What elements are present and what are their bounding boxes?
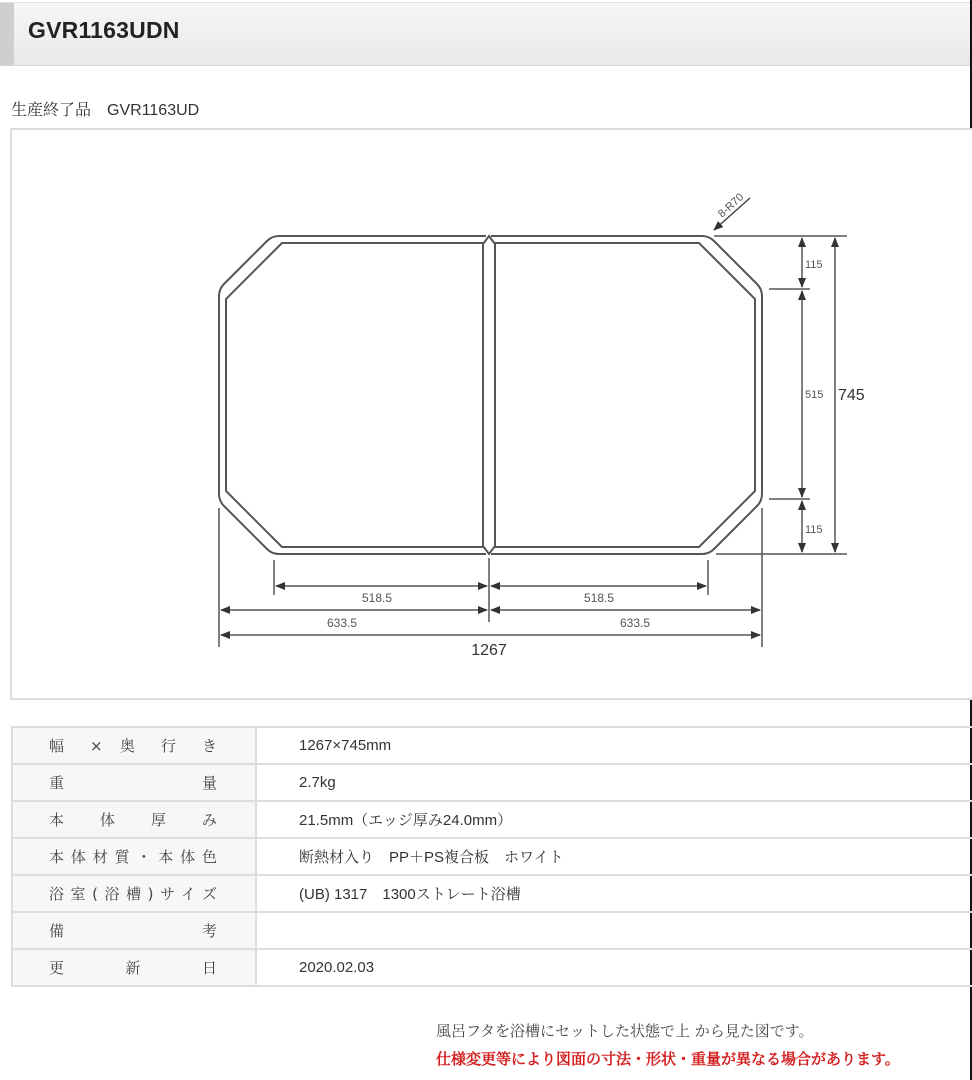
depth-dimensions	[714, 236, 847, 554]
dim-middle-depth: 515	[805, 389, 824, 401]
product-status-line	[11, 97, 199, 120]
spec-label: 更 新 日	[12, 949, 256, 986]
page-header	[0, 2, 970, 66]
spec-value: 21.5mm（エッジ厚み24.0mm）	[256, 801, 972, 838]
corner-radius-callout	[714, 191, 750, 230]
spec-label: 本 体 厚 み	[12, 801, 256, 838]
spec-table	[11, 726, 972, 987]
diagram-note: 風呂フタを浴槽にセットした状態で上 から見た図です。	[436, 1022, 814, 1040]
dim-half-right: 633.5	[619, 616, 651, 630]
table-row	[12, 801, 972, 838]
spec-change-warning: 仕様変更等により図面の寸法・形状・重量が異なる場合があります。	[436, 1050, 900, 1068]
spec-label: 備 考	[12, 912, 256, 949]
table-row	[12, 949, 972, 986]
dimension-diagram	[10, 128, 972, 700]
spec-value: 1267×745mm	[256, 727, 972, 764]
table-row	[12, 838, 972, 875]
table-row	[12, 875, 972, 912]
table-row	[12, 727, 972, 764]
table-row	[12, 912, 972, 949]
dim-inner-right: 518.5	[583, 591, 615, 605]
dim-top-corner: 115	[805, 259, 823, 271]
bath-cover-drawing	[12, 130, 972, 700]
table-row	[12, 764, 972, 801]
page-title: GVR1163UDN	[28, 17, 180, 43]
spec-value: 2.7kg	[256, 764, 972, 801]
width-dimensions	[219, 508, 762, 647]
header-accent	[0, 3, 14, 65]
dim-half-left: 633.5	[326, 616, 358, 630]
spec-value: (UB) 1317 1300ストレート浴槽	[256, 875, 972, 912]
spec-label: 本体材質・本体色	[12, 838, 256, 875]
cover-outline	[219, 236, 762, 554]
spec-value: 断熱材入り PP＋PS複合板 ホワイト	[256, 838, 972, 875]
dim-bottom-corner: 115	[805, 524, 823, 536]
corner-radius-label: 8-R70	[715, 191, 747, 221]
dim-inner-left: 518.5	[361, 591, 393, 605]
dim-total-depth: 745	[838, 387, 865, 404]
spec-value: 2020.02.03	[256, 949, 972, 986]
discontinued-label: 生産終了品	[11, 102, 92, 119]
spec-label: 浴室(浴槽)サイズ	[12, 875, 256, 912]
spec-label: 幅 × 奥 行 き	[12, 727, 256, 764]
dim-total-width: 1267	[471, 642, 507, 659]
predecessor-model: GVR1163UD	[107, 102, 200, 119]
spec-label: 重 量	[12, 764, 256, 801]
spec-value	[256, 912, 972, 949]
